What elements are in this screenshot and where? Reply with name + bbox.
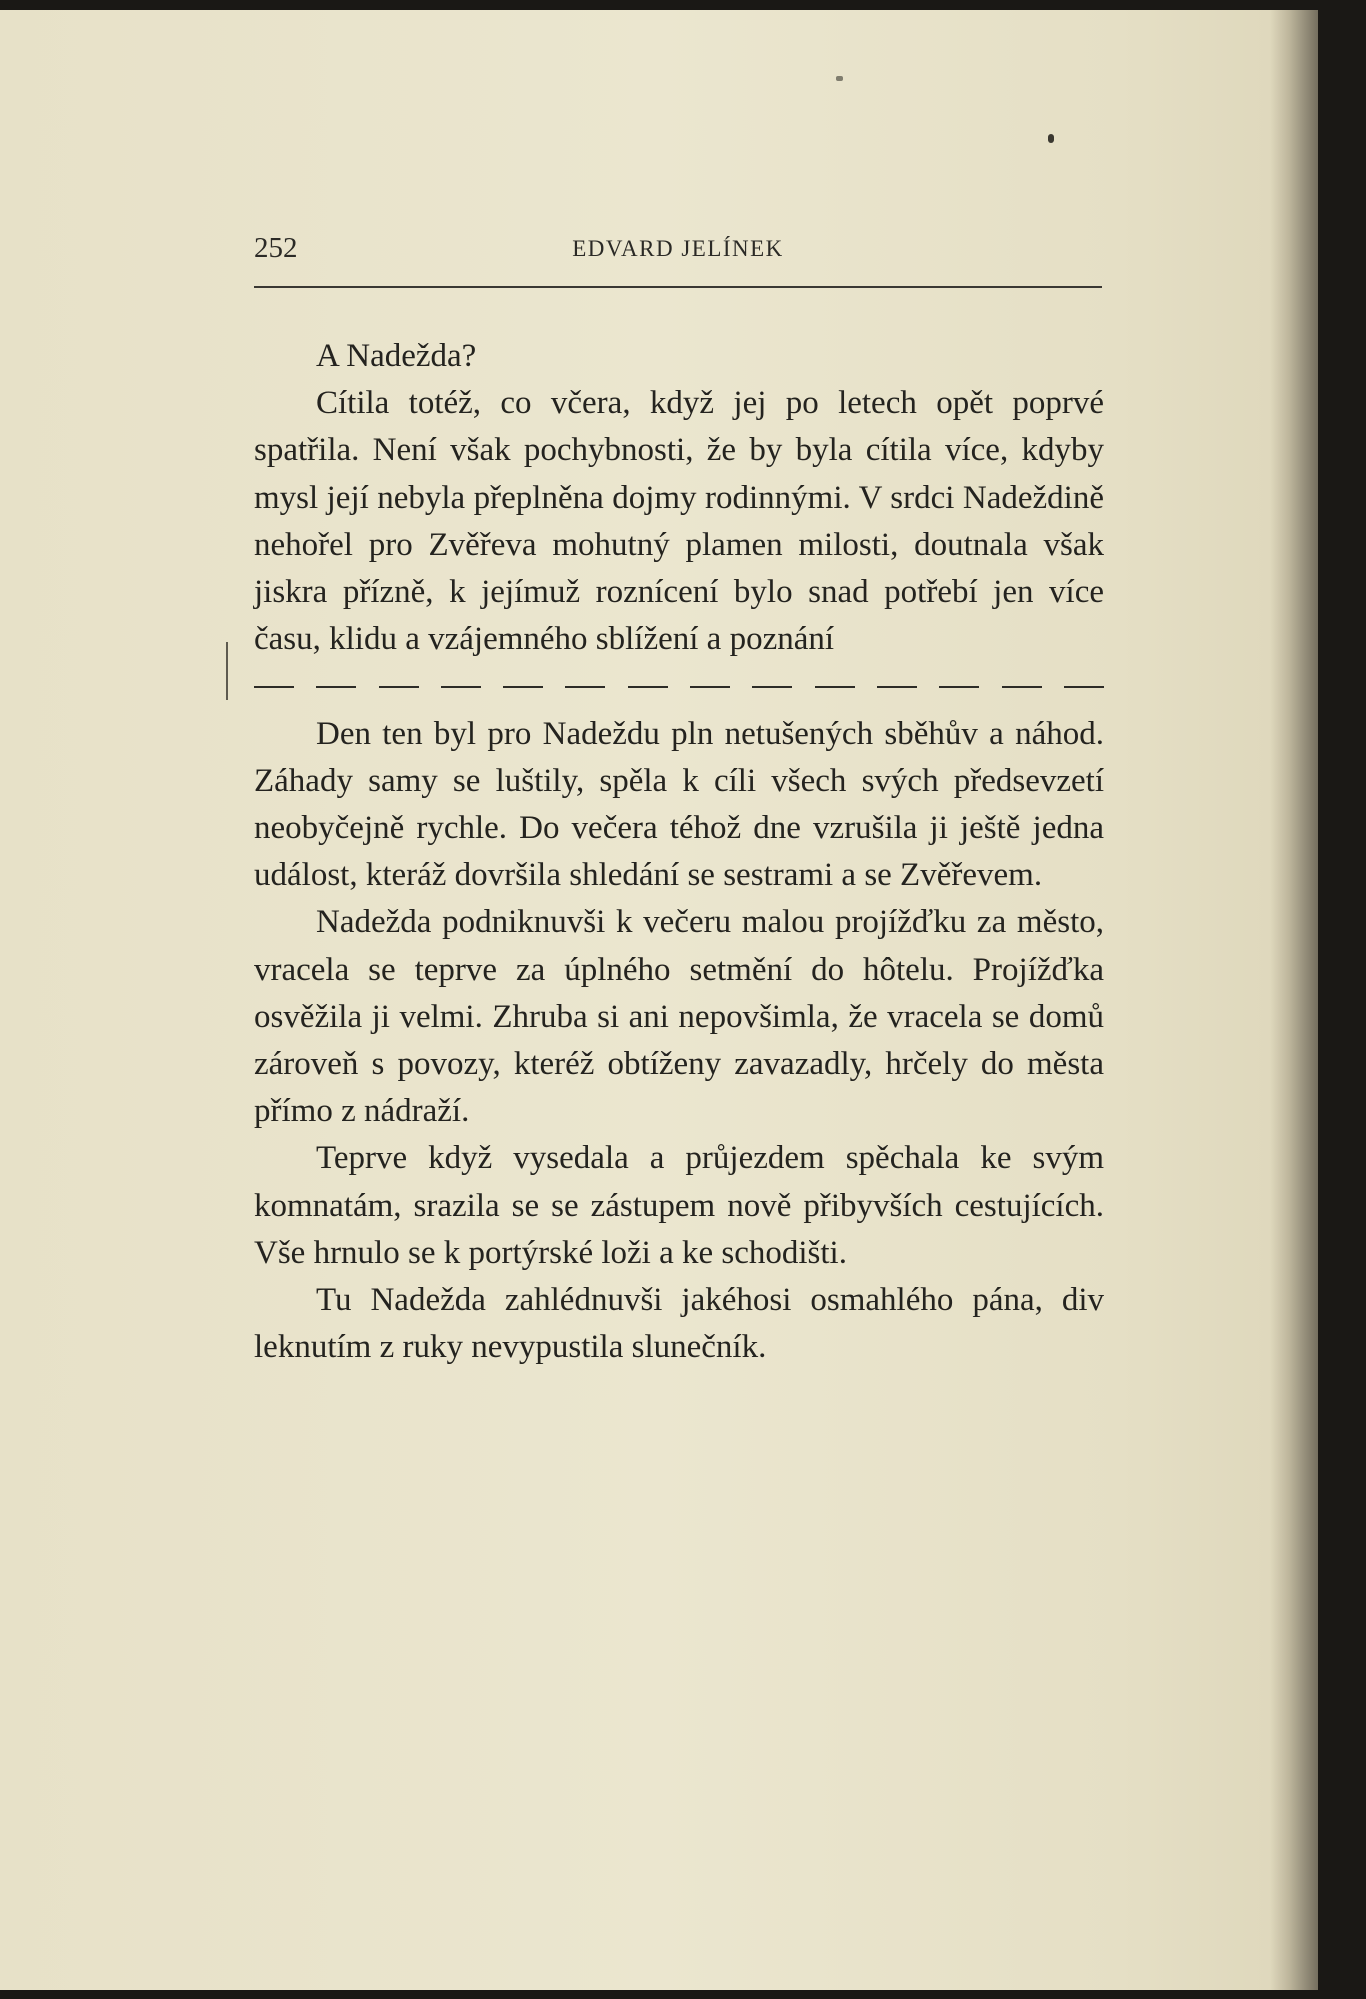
dash xyxy=(254,686,294,688)
paragraph: Tu Nadežda zahlédnuvši jakéhosi osmahlého pána, div leknutím z ruky nevypustila slunečník. xyxy=(254,1282,1104,1366)
margin-mark xyxy=(226,642,228,700)
paragraph: Den ten byl pro Nadeždu pln netušených sběhův a náhod. Záhady samy se luštily, spěla k cíli všech svých předsevzetí neobyčejně rychle. Do večera téhož dne vzrušila ji ještě jedna událost, kteráž dovršila shledání se sestrami a se Zvěřevem. xyxy=(254,715,1104,894)
page-number: 252 xyxy=(254,232,298,264)
dash xyxy=(565,686,605,688)
dash xyxy=(815,686,855,688)
running-title: EDVARD JELÍNEK xyxy=(572,236,784,261)
header-rule xyxy=(254,286,1102,288)
paragraph: Cítila totéž, co včera, když jej po letech opět poprvé spatřila. Není však pochybnosti, že by byla cítila více, kdyby mysl její nebyla přeplněna dojmy rodinnými. V srdci Nadeždině nehořel pro Zvěřeva mohutný plamen milosti, doutnala však jiskra přízně, k jejímuž roznícení bylo snad potřebí jen více času, klidu a vzájemného sblížení a poznání xyxy=(254,385,1104,658)
ink-speck xyxy=(1048,134,1054,143)
body-text xyxy=(254,333,1104,1371)
dash-ellipsis-row xyxy=(254,663,1104,710)
ink-speck xyxy=(836,76,843,81)
paragraph: A Nadežda? xyxy=(316,338,477,374)
dash xyxy=(877,686,917,688)
dash xyxy=(441,686,481,688)
page-gutter-shadow xyxy=(1270,10,1318,1990)
paragraph: Teprve když vysedala a průjezdem spěchala ke svým komnatám, srazila se se zástupem nově přibyvších cestujících. Vše hrnulo se k portýrské loži a ke schodišti. xyxy=(254,1140,1104,1271)
dash xyxy=(379,686,419,688)
dash xyxy=(316,686,356,688)
dash xyxy=(690,686,730,688)
dash xyxy=(628,686,668,688)
dash xyxy=(1064,686,1104,688)
dash xyxy=(752,686,792,688)
paragraph: Nadežda podniknuvši k večeru malou projížďku za město, vracela se teprve za úplného setmění do hôtelu. Projížďka osvěžila ji velmi. Zhruba si ani nepovšimla, že vracela se domů zároveň s povozy, kteréž obtíženy zavazadly, hrčely do města přímo z nádraží. xyxy=(254,904,1104,1130)
dash xyxy=(939,686,979,688)
dash xyxy=(503,686,543,688)
dash xyxy=(1002,686,1042,688)
running-head xyxy=(254,232,1102,276)
